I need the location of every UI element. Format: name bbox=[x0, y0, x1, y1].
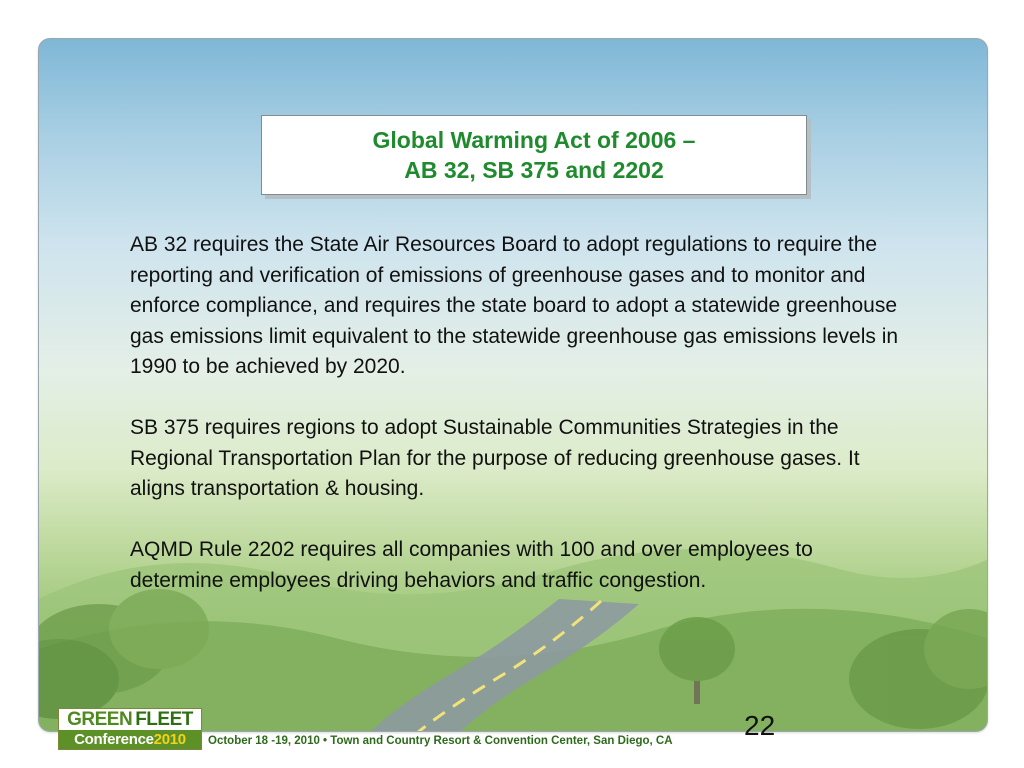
green-fleet-logo bbox=[58, 708, 202, 750]
logo-conference-bar bbox=[59, 730, 201, 749]
logo-year: 2010 bbox=[153, 731, 186, 748]
slide-body bbox=[130, 230, 900, 627]
page-number: 22 bbox=[744, 710, 776, 741]
slide-title-box bbox=[261, 115, 807, 195]
slide-title-line-1: Global Warming Act of 2006 – bbox=[372, 127, 696, 153]
logo-wordmark bbox=[59, 709, 201, 730]
footer-event-info: October 18 -19, 2010 • Town and Country Resort & Convention Center, San Diego, CA bbox=[208, 735, 673, 747]
logo-conference-word: Conference bbox=[74, 731, 154, 748]
logo-word-fleet: FLEET bbox=[135, 709, 193, 730]
slide-title-line-2: AB 32, SB 375 and 2202 bbox=[404, 157, 664, 183]
logo-word-green: GREEN bbox=[67, 709, 133, 730]
paragraph-ab32: AB 32 requires the State Air Resources Board to adopt regulations to require the reporting and verification of emissions of greenhouse gases and to monitor and enforce compliance, and requires the state board to adopt a statewide greenhouse gas emissions limit equivalent to the statewide greenhouse gas emissions levels in 1990 to be achieved by 2020. bbox=[130, 233, 899, 378]
paragraph-sb375: SB 375 requires regions to adopt Sustainable Communities Strategies in the Regional Transportation Plan for the purpose of reducing greenhouse gases. It aligns transportation & housing. bbox=[130, 416, 860, 500]
paragraph-rule2202: AQMD Rule 2202 requires all companies with 100 and over employees to determine employees driving behaviors and traffic congestion. bbox=[130, 538, 813, 592]
